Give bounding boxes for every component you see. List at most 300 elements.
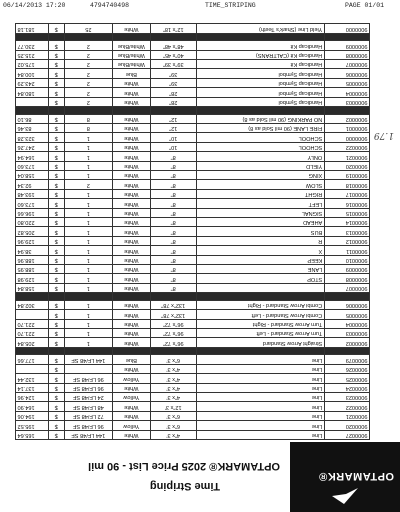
cell-size: 6"x 3' <box>150 355 196 364</box>
cell-pack: 2 <box>64 97 113 106</box>
cell-pack: 144 LF/48 SF <box>64 430 113 439</box>
table-row <box>16 274 370 283</box>
cell-desc: SCHOOL <box>196 133 324 142</box>
cell-code: 9000000 <box>324 24 369 33</box>
table-row <box>16 60 370 69</box>
cell-code: 9000018 <box>324 180 369 189</box>
cell-price: 188.96 <box>16 255 49 264</box>
cell-color: White <box>113 329 150 338</box>
cell-code: 9000003 <box>324 97 369 106</box>
cell-color: Blue <box>113 69 150 78</box>
cell-code: 9000025 <box>324 374 369 383</box>
cell-size: 96"x 72" <box>150 338 196 347</box>
cell-code <box>324 293 369 301</box>
table-row <box>16 41 370 50</box>
cell-color: White <box>113 78 150 87</box>
cell-cur: $ <box>49 41 64 50</box>
cell-code: 9000022 <box>324 402 369 411</box>
cell-desc: Handicap Symbol <box>196 78 324 87</box>
cell-desc: Handicap Symbol <box>196 97 324 106</box>
company-title: Time Striping <box>149 480 220 492</box>
cell-desc: AHEAD <box>196 218 324 227</box>
cell-price: 100.84 <box>16 69 49 78</box>
cell-price: 323.28 <box>16 133 49 142</box>
cell-color: White <box>113 319 150 328</box>
cell-color: White <box>113 383 150 392</box>
cell-code: 9000027 <box>324 430 369 439</box>
cell-code: 9000008 <box>324 50 369 59</box>
cell-size <box>150 347 196 355</box>
cell-code <box>324 33 369 41</box>
cell-cur: $ <box>49 392 64 401</box>
cell-color: White <box>113 218 150 227</box>
cell-price: 230.77 <box>16 41 49 50</box>
table-row <box>16 208 370 217</box>
cell-pack: 1 <box>64 338 113 347</box>
cell-size: 8" <box>150 227 196 236</box>
table-row <box>16 364 370 373</box>
cell-desc: XING <box>196 171 324 180</box>
table-row <box>16 411 370 420</box>
cell-color: White <box>113 236 150 245</box>
cell-price: 173.60 <box>16 161 49 170</box>
cell-code: 9000016 <box>324 199 369 208</box>
cell-desc: Line <box>196 421 324 430</box>
cell-size: 8" <box>150 180 196 189</box>
cell-code: 9000003 <box>324 329 369 338</box>
cell-pack <box>64 107 113 115</box>
cell-cur: $ <box>49 24 64 33</box>
cell-cur: $ <box>49 124 64 133</box>
cell-price <box>16 107 49 115</box>
table-row <box>16 246 370 255</box>
cell-pack: 24 LF/48 SF <box>64 392 113 401</box>
cell-color: White <box>113 246 150 255</box>
table-row <box>16 114 370 123</box>
cell-color: White <box>113 430 150 439</box>
cell-size: 132"x 78" <box>150 310 196 319</box>
cell-size: 4"x 3' <box>150 374 196 383</box>
cell-color: White <box>113 310 150 319</box>
cell-price: 247.26 <box>16 142 49 151</box>
table-row <box>16 152 370 161</box>
section-separator <box>16 107 370 115</box>
cell-pack: 8 <box>64 114 113 123</box>
cell-price: 83.46 <box>16 124 49 133</box>
cell-color: White <box>113 180 150 189</box>
table-row <box>16 236 370 245</box>
cell-pack: 2 <box>64 78 113 87</box>
table-row <box>16 124 370 133</box>
table-row <box>16 171 370 180</box>
cell-desc: Line <box>196 402 324 411</box>
cell-price: 215.25 <box>16 50 49 59</box>
cell-color <box>113 33 150 41</box>
cell-pack: 96 LF/48 SF <box>64 374 113 383</box>
cell-color: White <box>113 88 150 97</box>
cell-price: 124.96 <box>16 392 49 401</box>
cell-size: 48"x 48" <box>150 41 196 50</box>
cell-price: 165.64 <box>16 430 49 439</box>
cell-size: 8" <box>150 208 196 217</box>
cell-price: 92.34 <box>16 180 49 189</box>
cell-pack: 1 <box>64 161 113 170</box>
cell-size: 8" <box>150 246 196 255</box>
cell-desc: Turn Arrow Standard - Right <box>196 319 324 328</box>
cell-price: 195.52 <box>16 421 49 430</box>
cell-code: 9000007 <box>324 60 369 69</box>
cell-size: 12" <box>150 124 196 133</box>
fax-station: TIME_STRIPING <box>205 2 256 9</box>
cell-price: 129.98 <box>16 274 49 283</box>
cell-color: White <box>113 283 150 292</box>
table-row <box>16 402 370 411</box>
cell-size: 8" <box>150 236 196 245</box>
cell-desc <box>196 283 324 292</box>
table-row <box>16 392 370 401</box>
cell-desc: Line <box>196 392 324 401</box>
cell-cur: $ <box>49 60 64 69</box>
cell-pack <box>64 33 113 41</box>
cell-size: 96"x 72" <box>150 329 196 338</box>
cell-cur: $ <box>49 50 64 59</box>
section-separator <box>16 33 370 41</box>
cell-color: White <box>113 300 150 309</box>
cell-color: White <box>113 411 150 420</box>
cell-pack: 1 <box>64 152 113 161</box>
logo-mark-icon <box>330 486 360 506</box>
table-row <box>16 421 370 430</box>
cell-pack: 1 <box>64 133 113 142</box>
table-row <box>16 283 370 292</box>
cell-desc: Handicap Kit (CALTRANS) <box>196 50 324 59</box>
handwritten-note: 1.79 <box>373 130 394 140</box>
cell-price: 193.48 <box>16 189 49 198</box>
cell-code: 9000004 <box>324 319 369 328</box>
cell-color: White/Blue <box>113 60 150 69</box>
cell-price: 205.84 <box>16 338 49 347</box>
cell-code: 9000026 <box>324 364 369 373</box>
cell-pack: 2 <box>64 60 113 69</box>
cell-price: 164.94 <box>16 152 49 161</box>
table-row <box>16 265 370 274</box>
cell-code: 9000023 <box>324 392 369 401</box>
cell-color: White <box>113 227 150 236</box>
table-row <box>16 161 370 170</box>
cell-desc: Line <box>196 355 324 364</box>
cell-cur: $ <box>49 152 64 161</box>
table-row <box>16 227 370 236</box>
cell-color: White <box>113 171 150 180</box>
cell-cur: $ <box>49 227 64 236</box>
cell-desc: Combi Arrow Standard - Right <box>196 300 324 309</box>
cell-pack: 1 <box>64 255 113 264</box>
cell-cur: $ <box>49 199 64 208</box>
cell-code: 9000024 <box>324 383 369 392</box>
cell-desc: SIGNAL <box>196 208 324 217</box>
cell-size: 10" <box>150 142 196 151</box>
cell-cur: $ <box>49 374 64 383</box>
cell-desc: NO PARKING (90 mil Sold as 8) <box>196 114 324 123</box>
cell-price: 194.06 <box>16 411 49 420</box>
cell-cur: $ <box>49 310 64 319</box>
cell-code: 9000000 <box>324 133 369 142</box>
cell-price: 132.44 <box>16 374 49 383</box>
cell-size: 12"x 3' <box>150 402 196 411</box>
cell-desc: KEEP <box>196 255 324 264</box>
cell-desc: ONLY <box>196 152 324 161</box>
cell-size: 39" <box>150 78 196 87</box>
table-row <box>16 430 370 439</box>
table-row <box>16 255 370 264</box>
cell-desc: Straight Arrow Standard <box>196 338 324 347</box>
cell-code: 9000015 <box>324 208 369 217</box>
cell-price: 221.70 <box>16 329 49 338</box>
cell-color: White <box>113 265 150 274</box>
cell-code: 9000004 <box>324 88 369 97</box>
cell-cur: $ <box>49 114 64 123</box>
cell-color <box>113 107 150 115</box>
cell-price <box>16 364 49 373</box>
cell-code: 9000001 <box>324 124 369 133</box>
cell-pack: 96 LF/48 SF <box>64 383 113 392</box>
cell-color: White <box>113 189 150 198</box>
cell-size: 4"x 3' <box>150 392 196 401</box>
cell-size: 10" <box>150 133 196 142</box>
cell-cur <box>49 33 64 41</box>
cell-cur: $ <box>49 300 64 309</box>
cell-cur: $ <box>49 171 64 180</box>
cell-price <box>16 293 49 301</box>
cell-code: 9000005 <box>324 310 369 319</box>
cell-desc: BUS <box>196 227 324 236</box>
cell-size: 40"x 45" <box>150 50 196 59</box>
cell-price: 158.04 <box>16 171 49 180</box>
cell-price: 86.10 <box>16 114 49 123</box>
cell-pack: 1 <box>64 246 113 255</box>
cell-pack <box>64 347 113 355</box>
cell-color: White <box>113 142 150 151</box>
cell-cur: $ <box>49 78 64 87</box>
cell-desc: SCHOOL <box>196 142 324 151</box>
cell-cur: $ <box>49 189 64 198</box>
cell-desc: Combi Arrow Standard - Left <box>196 310 324 319</box>
cell-pack: 1 <box>64 329 113 338</box>
cell-size: 12"x 18" <box>150 24 196 33</box>
cell-size: 4"x 3' <box>150 383 196 392</box>
cell-color: White <box>113 97 150 106</box>
cell-code: 9000009 <box>324 41 369 50</box>
cell-color: White <box>113 114 150 123</box>
fax-date: 06/14/2013 17:20 <box>3 2 66 9</box>
cell-desc: Line <box>196 430 324 439</box>
cell-desc: Handicap Symbol <box>196 69 324 78</box>
cell-pack: 1 <box>64 189 113 198</box>
cell-color: White <box>113 161 150 170</box>
cell-pack: 1 <box>64 300 113 309</box>
table-row <box>16 88 370 97</box>
cell-cur: $ <box>49 97 64 106</box>
table-row <box>16 50 370 59</box>
table-row <box>16 189 370 198</box>
cell-price <box>16 347 49 355</box>
cell-price: 173.60 <box>16 199 49 208</box>
cell-cur: $ <box>49 430 64 439</box>
cell-code: 9000022 <box>324 142 369 151</box>
table-row <box>16 180 370 189</box>
cell-desc: Yield Line (Shark's Teeth) <box>196 24 324 33</box>
cell-price: 196.66 <box>16 208 49 217</box>
cell-pack: 8 <box>64 124 113 133</box>
cell-cur <box>49 293 64 301</box>
cell-price <box>16 33 49 41</box>
cell-cur: $ <box>49 283 64 292</box>
cell-price <box>16 97 49 106</box>
cell-size: 8" <box>150 265 196 274</box>
cell-desc: LEFT <box>196 199 324 208</box>
cell-size: 39"x 39" <box>150 60 196 69</box>
cell-desc <box>196 107 324 115</box>
cell-code: 9000021 <box>324 152 369 161</box>
cell-color: White <box>113 152 150 161</box>
cell-desc: X <box>196 246 324 255</box>
cell-color <box>113 347 150 355</box>
cell-price: 188.95 <box>16 265 49 274</box>
cell-cur: $ <box>49 274 64 283</box>
cell-size: 6"x 3' <box>150 421 196 430</box>
cell-pack: 25 <box>64 24 113 33</box>
cell-pack: 1 <box>64 274 113 283</box>
table-row <box>16 69 370 78</box>
cell-color: White/Blue <box>113 50 150 59</box>
cell-cur: $ <box>49 265 64 274</box>
cell-code <box>324 347 369 355</box>
cell-size: 4"x 3' <box>150 430 196 439</box>
brand-logo: OPTAMARK® <box>318 470 394 482</box>
fax-page: PAGE 01/01 <box>345 2 385 9</box>
cell-cur: $ <box>49 246 64 255</box>
cell-cur: $ <box>49 364 64 373</box>
cell-cur: $ <box>49 329 64 338</box>
cell-cur: $ <box>49 161 64 170</box>
cell-pack: 144 LF/48 SF <box>64 355 113 364</box>
cell-color: White <box>113 199 150 208</box>
table-row <box>16 142 370 151</box>
cell-cur: $ <box>49 338 64 347</box>
table-row <box>16 329 370 338</box>
cell-pack <box>64 293 113 301</box>
section-separator <box>16 347 370 355</box>
cell-code: 9000011 <box>324 246 369 255</box>
cell-code <box>324 107 369 115</box>
cell-code: 9000006 <box>324 69 369 78</box>
table-row <box>16 24 370 33</box>
cell-price <box>16 310 49 319</box>
cell-pack: 48 LF/48 SF <box>64 402 113 411</box>
cell-color: White <box>113 274 150 283</box>
cell-size: 8" <box>150 152 196 161</box>
cell-price: 181.18 <box>16 24 49 33</box>
cell-color <box>113 293 150 301</box>
cell-desc: Line <box>196 383 324 392</box>
cell-size <box>150 293 196 301</box>
cell-cur: $ <box>49 319 64 328</box>
cell-code: 9000008 <box>324 274 369 283</box>
cell-pack: 1 <box>64 236 113 245</box>
cell-price: 158.84 <box>16 283 49 292</box>
cell-cur: $ <box>49 383 64 392</box>
cell-pack: 2 <box>64 69 113 78</box>
cell-price: 243.29 <box>16 78 49 87</box>
section-separator <box>16 293 370 301</box>
cell-code: 9000002 <box>324 338 369 347</box>
cell-color: White <box>113 255 150 264</box>
cell-cur <box>49 107 64 115</box>
cell-size: 8" <box>150 255 196 264</box>
cell-color: Yellow <box>113 392 150 401</box>
cell-pack: 1 <box>64 199 113 208</box>
cell-code: 9000010 <box>324 255 369 264</box>
cell-size: 8" <box>150 218 196 227</box>
cell-size <box>150 107 196 115</box>
cell-color: Yellow <box>113 421 150 430</box>
cell-color: White <box>113 208 150 217</box>
cell-cur: $ <box>49 180 64 189</box>
cell-size: 8" <box>150 199 196 208</box>
cell-cur: $ <box>49 355 64 364</box>
cell-code: 9000019 <box>324 171 369 180</box>
table-row <box>16 199 370 208</box>
cell-size: 28" <box>150 97 196 106</box>
cell-color: White <box>113 338 150 347</box>
cell-price: 129.96 <box>16 236 49 245</box>
table-row <box>16 133 370 142</box>
table-row <box>16 78 370 87</box>
cell-size <box>150 33 196 41</box>
brand-banner <box>290 442 400 512</box>
cell-color: White <box>113 402 150 411</box>
cell-cur: $ <box>49 142 64 151</box>
cell-desc: Handicap Kit <box>196 60 324 69</box>
price-table <box>15 23 370 440</box>
cell-cur: $ <box>49 402 64 411</box>
cell-desc: Line <box>196 411 324 420</box>
table-row <box>16 319 370 328</box>
cell-price: 38.94 <box>16 246 49 255</box>
cell-cur: $ <box>49 208 64 217</box>
price-list-title: OPTAMARK® 2025 Price List - 90 mil <box>88 460 280 472</box>
cell-code: 9000002 <box>324 114 369 123</box>
cell-size: 39" <box>150 69 196 78</box>
cell-price: 180.84 <box>16 88 49 97</box>
cell-price: 137.14 <box>16 383 49 392</box>
cell-pack: 1 <box>64 283 113 292</box>
cell-pack: 96 LF/48 SF <box>64 421 113 430</box>
cell-color: White <box>113 133 150 142</box>
cell-color: White <box>113 124 150 133</box>
cell-code: 9000006 <box>324 300 369 309</box>
cell-cur: $ <box>49 218 64 227</box>
cell-cur <box>49 347 64 355</box>
cell-size: 8" <box>150 171 196 180</box>
cell-size: 28" <box>150 88 196 97</box>
cell-size: 8" <box>150 161 196 170</box>
cell-color: White <box>113 364 150 373</box>
cell-color: Blue <box>113 355 150 364</box>
cell-cur: $ <box>49 133 64 142</box>
cell-pack: 1 <box>64 310 113 319</box>
cell-desc: Line <box>196 364 324 373</box>
